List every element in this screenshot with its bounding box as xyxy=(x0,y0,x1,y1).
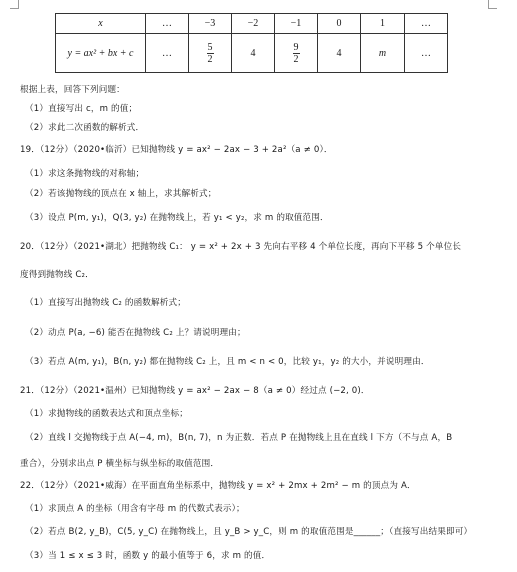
question-line: （3）若点 A(m, y₁)，B(n, y₂) 都在抛物线 C₂ 上，且 m < n < 0，比较 y₁，y₂ 的大小，并说明理由． xyxy=(25,357,430,367)
table-row-x xyxy=(56,14,448,34)
question-line: （2）动点 P(a, −6) 能否在抛物线 C₂ 上？请说明理由； xyxy=(25,328,246,338)
fraction-denominator: 2 xyxy=(293,53,299,65)
problem-20-title: 20．（12分）（2021•湖北）把抛物线 C₁： y = x² + 2x + 3 先向右平移 4 个单位长度，再向下平移 5 个单位长 xyxy=(20,242,462,252)
question-line: （1）求抛物线的函数表达式和顶点坐标； xyxy=(25,409,189,419)
table-cell: 1 xyxy=(361,14,405,34)
table-cell: 0 xyxy=(318,14,361,34)
table-cell-fraction xyxy=(189,34,232,73)
instruction-line: 根据上表，回答下列问题： xyxy=(20,85,125,95)
table-header-y: y = ax² + bx + c xyxy=(56,34,146,73)
question-line: （2）若该抛物线的顶点在 x 轴上，求其解析式； xyxy=(25,189,217,199)
question-line: （1）直接写出抛物线 C₂ 的函数解析式； xyxy=(25,298,187,308)
problem-22-title: 22．（12分）（2021•威海）在平面直角坐标系中，抛物线 y = x² + 2mx + 2m² − m 的顶点为 A． xyxy=(20,481,416,491)
fraction-numerator: 9 xyxy=(293,41,299,53)
value-table xyxy=(55,13,448,73)
table-cell: 4 xyxy=(318,34,361,73)
table-cell: … xyxy=(146,34,189,73)
question-line: （2）求此二次函数的解析式． xyxy=(25,123,145,133)
question-line: （1）求这条抛物线的对称轴； xyxy=(25,169,145,179)
problem-20-title-continued: 度得到抛物线 C₂． xyxy=(20,270,94,280)
table-cell: … xyxy=(405,34,448,73)
crop-mark-top-right-horizontal xyxy=(488,8,497,9)
question-line: （1）直接写出 c，m 的值； xyxy=(25,104,138,114)
table-header-x: x xyxy=(56,14,146,34)
fraction xyxy=(207,42,214,65)
table-cell: … xyxy=(405,14,448,34)
table-cell: −2 xyxy=(232,14,275,34)
table-cell: … xyxy=(146,14,189,34)
question-line: （3）当 1 ≤ x ≤ 3 时，函数 y 的最小值等于 6，求 m 的值． xyxy=(25,551,271,561)
table-cell: −3 xyxy=(189,14,232,34)
fraction-denominator: 2 xyxy=(207,53,213,65)
table-row-y xyxy=(56,34,448,73)
problem-19-title: 19．（12分）（2020•临沂）已知抛物线 y = ax² − 2ax − 3 + 2a²（a ≠ 0）． xyxy=(20,145,333,155)
table-cell: −1 xyxy=(275,14,318,34)
table-cell: m xyxy=(361,34,405,73)
table-cell-fraction xyxy=(275,34,318,73)
question-line: （2）直线 l 交抛物线于点 A(−4, m)，B(n, 7)，n 为正数．若点 P 在抛物线上且在直线 l 下方（不与点 A，B xyxy=(25,433,453,443)
fraction xyxy=(293,42,300,65)
question-line: （3）设点 P(m, y₁)，Q(3, y₂) 在抛物线上，若 y₁ < y₂，求 m 的取值范围． xyxy=(25,213,329,223)
question-line: （2）若点 B(2, y_B)，C(5, y_C) 在抛物线上，且 y_B > y_C，则 m 的取值范围是______；（直接写出结果即可） xyxy=(25,527,473,537)
question-line: （1）求顶点 A 的坐标（用含有字母 m 的代数式表示）； xyxy=(25,504,245,514)
crop-mark-top-left-horizontal xyxy=(10,8,19,9)
question-line-continued: 重合），分别求出点 P 横坐标与纵坐标的取值范围． xyxy=(20,459,220,469)
fraction-numerator: 5 xyxy=(207,41,213,53)
table-cell: 4 xyxy=(232,34,275,73)
crop-mark-top-left-vertical xyxy=(18,0,19,8)
crop-mark-top-right-vertical xyxy=(488,0,489,8)
problem-21-title: 21．（12分）（2021•温州）已知抛物线 y = ax² − 2ax − 8（a ≠ 0）经过点 (−2, 0)． xyxy=(20,386,370,396)
